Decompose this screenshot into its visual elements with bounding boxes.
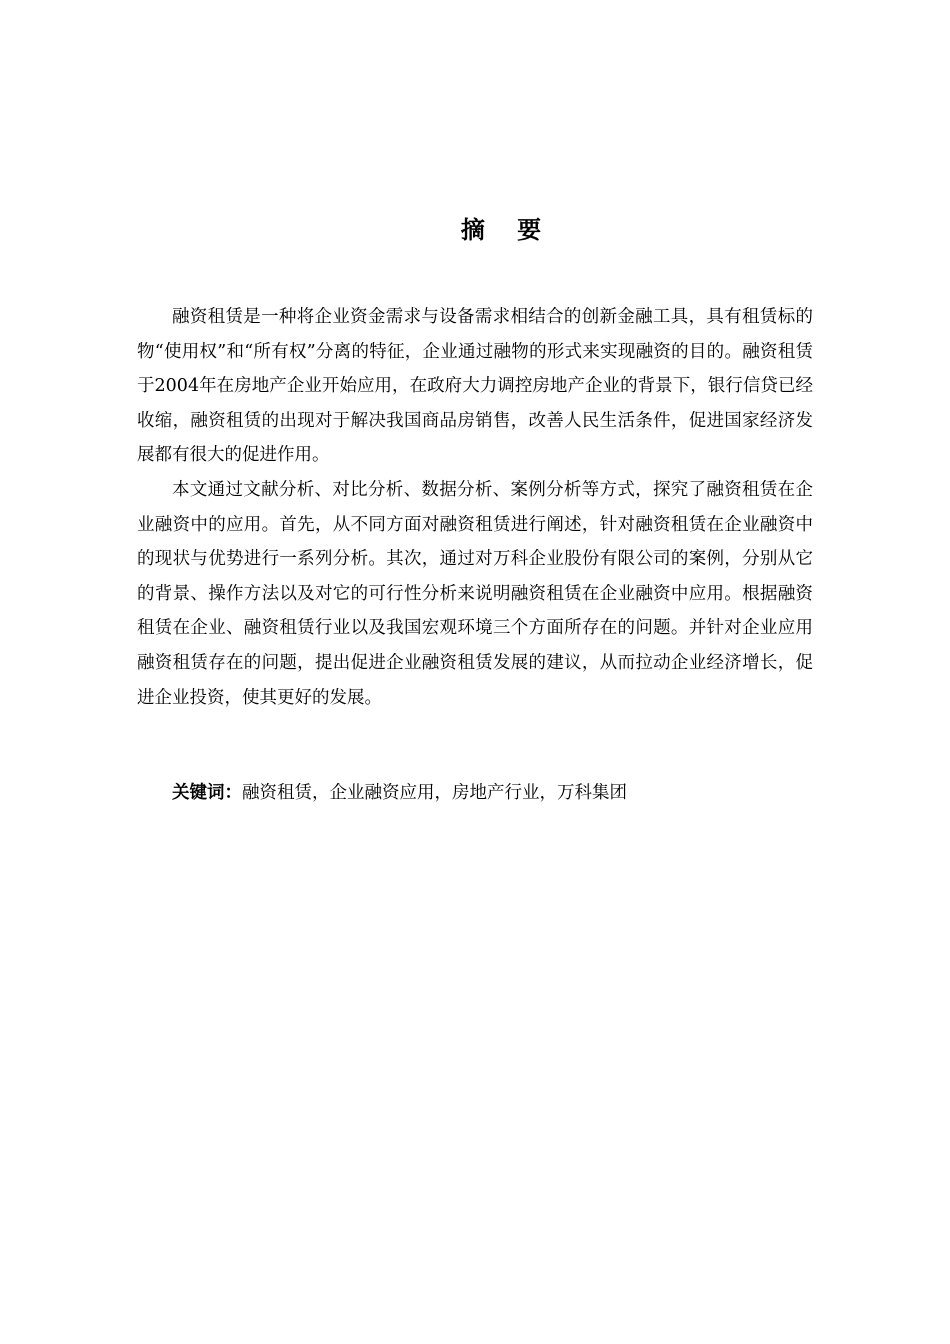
abstract-paragraph-1: 融资租赁是一种将企业资金需求与设备需求相结合的创新金融工具，具有租赁标的物“使用权”和“所有权”分离的特征，企业通过融物的形式来实现融资的目的。融资租赁于2004年在房地产企业开始应用，在政府大力调控房地产企业的背景下，银行信贷已经收缩，融资租赁的出现对于解决我国商品房销售，改善人民生活条件，促进国家经济发展都有很大的促进作用。	[137, 307, 813, 466]
abstract-title: 摘 要	[460, 216, 554, 244]
abstract-paragraph-2: 本文通过文献分析、对比分析、数据分析、案例分析等方式，探究了融资租赁在企业融资中的应用。首先，从不同方面对融资租赁进行阐述，针对融资租赁在企业融资中的现状与优势进行一系列分析。其次，通过对万科企业股份有限公司的案例，分别从它的背景、操作方法以及对它的可行性分析来说明融资租赁在企业融资中应用。根据融资租赁在企业、融资租赁行业以及我国宏观环境三个方面所存在的问题。并针对企业应用融资租赁存在的问题，提出促进企业融资租赁发展的建议，从而拉动企业经济增长，促进企业投资，使其更好的发展。	[137, 479, 813, 708]
keywords-line	[137, 776, 813, 810]
keywords-label: 关键词：	[172, 783, 242, 803]
abstract-body	[137, 300, 813, 715]
keywords-text: 融资租赁，企业融资应用，房地产行业，万科集团	[242, 783, 627, 803]
